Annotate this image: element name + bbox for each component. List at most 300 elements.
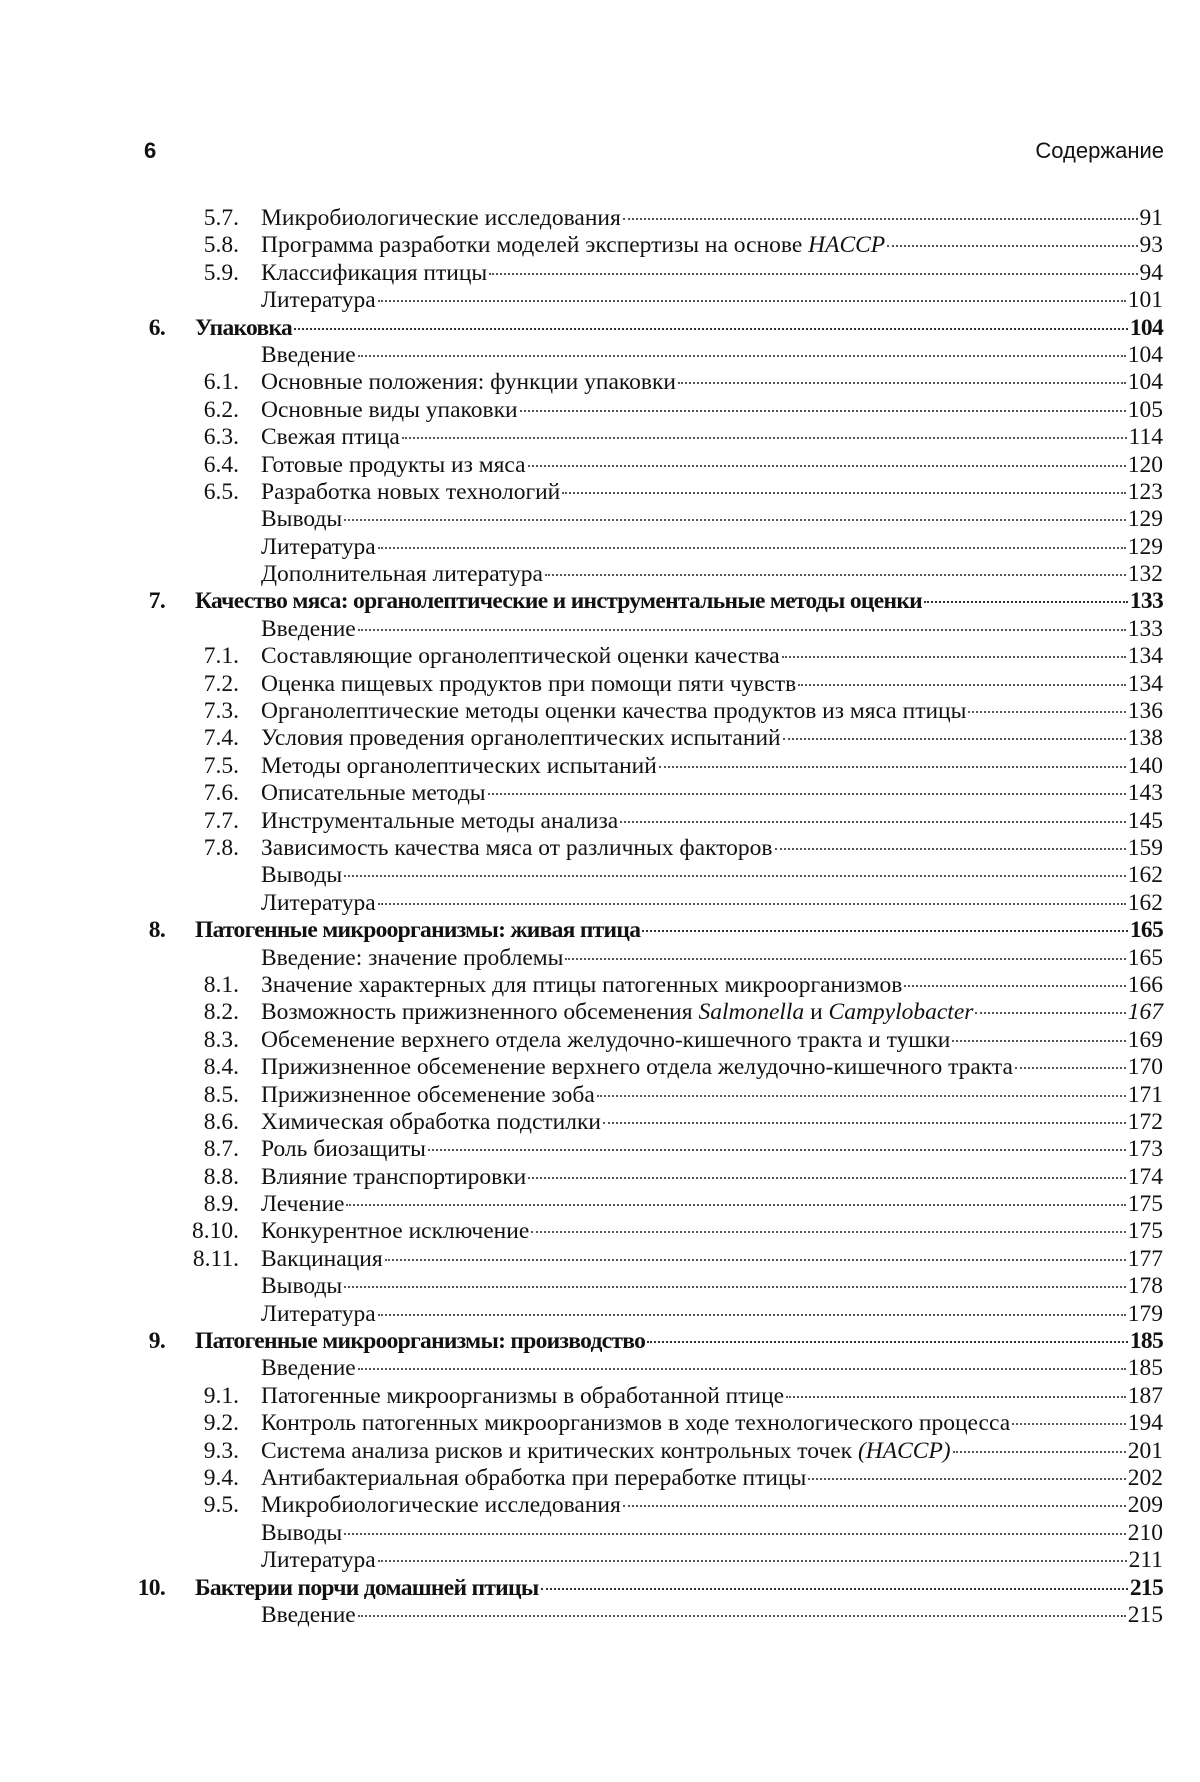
toc-entry <box>261 753 1163 780</box>
toc-entry-row <box>0 1355 1200 1382</box>
toc-entry-row <box>0 1164 1200 1191</box>
toc-entry <box>261 725 1163 752</box>
toc-entry-title <box>261 945 563 972</box>
toc-chapter-row <box>0 1575 1200 1602</box>
toc-entry-title <box>261 671 796 698</box>
toc-entry-title <box>261 1246 383 1273</box>
toc-title-text: Выводы <box>261 1519 343 1546</box>
dot-leader <box>775 846 1126 850</box>
dot-leader <box>488 791 1126 795</box>
toc-page-number: 143 <box>1127 780 1163 807</box>
toc-entry-title <box>195 917 640 944</box>
toc-entry <box>261 862 1163 889</box>
dot-leader <box>358 627 1126 631</box>
toc-entry-title <box>261 999 973 1026</box>
toc-title-text: Органолептические методы оценки качества продуктов из мяса птицы <box>261 698 967 725</box>
toc-entry-row <box>0 1438 1200 1465</box>
toc-page-number: 134 <box>1127 643 1163 670</box>
toc-entry-row <box>0 1547 1200 1574</box>
toc-entry-title <box>261 561 543 588</box>
toc-page-number: 173 <box>1127 1136 1163 1163</box>
toc-title-text: Условия проведения органолептических испытаний <box>261 725 781 752</box>
toc-entry-row <box>0 643 1200 670</box>
toc-entry-number: 7.6. <box>203 780 239 807</box>
toc-entry-title <box>261 369 676 396</box>
toc-title-text: Введение <box>261 615 356 642</box>
toc-title-text: Возможность прижизненного обсеменения <box>261 999 699 1026</box>
toc-entry <box>261 1027 1163 1054</box>
toc-title-text: Патогенные микроорганизмы: живая птица <box>195 917 641 944</box>
toc-entry <box>261 999 1163 1026</box>
dot-leader <box>968 709 1125 713</box>
toc-title-text: Введение <box>261 341 356 368</box>
toc-entry-title <box>261 643 780 670</box>
toc-entry <box>261 287 1163 314</box>
toc-entry-row <box>0 452 1200 479</box>
dot-leader <box>953 1449 1126 1453</box>
dot-leader <box>678 380 1126 384</box>
toc-entry <box>261 808 1163 835</box>
toc-entry-row <box>0 260 1200 287</box>
toc-entry-row <box>0 534 1200 561</box>
toc-page-number: 187 <box>1127 1382 1163 1409</box>
table-of-contents <box>0 205 1200 1629</box>
toc-entry-row <box>0 753 1200 780</box>
dot-leader <box>647 1339 1128 1343</box>
toc-page-number: 165 <box>1127 944 1163 971</box>
toc-page-number: 134 <box>1127 670 1163 697</box>
toc-page-number: 129 <box>1127 533 1163 560</box>
toc-entry-number: 7.5. <box>203 752 239 779</box>
toc-entry-title <box>261 808 618 835</box>
toc-page-number: 215 <box>1129 1574 1163 1601</box>
toc-page-number: 133 <box>1129 588 1163 615</box>
toc-entry <box>261 1465 1163 1492</box>
toc-entry-row <box>0 1465 1200 1492</box>
toc-entry <box>261 1246 1163 1273</box>
toc-entry <box>261 205 1163 232</box>
toc-entry-title <box>261 1054 1013 1081</box>
toc-chapter-row <box>0 917 1200 944</box>
toc-entry <box>261 424 1163 451</box>
toc-entry-title <box>261 616 356 643</box>
toc-entry-title <box>261 506 342 533</box>
toc-entry-number: 7.3. <box>203 698 239 725</box>
toc-entry <box>261 972 1163 999</box>
toc-entry <box>261 835 1163 862</box>
toc-entry-title <box>261 1218 529 1245</box>
dot-leader <box>378 1312 1126 1316</box>
toc-title-text: Химическая обработка подстилки <box>261 1108 601 1135</box>
toc-page-number: 172 <box>1127 1108 1163 1135</box>
toc-page-number: 162 <box>1127 889 1163 916</box>
toc-entry-title <box>261 972 902 999</box>
toc-title-text: Основные положения: функции упаковки <box>261 369 676 396</box>
toc-title-text: Бактерии порчи домашней птицы <box>195 1574 539 1601</box>
dot-leader <box>344 1531 1126 1535</box>
toc-title-text: Значение характерных для птицы патогенных микроорганизмов <box>261 971 903 998</box>
toc-title-text: Прижизненное обсеменение верхнего отдела желудочно-кишечного тракта <box>261 1054 1013 1081</box>
toc-entry-number: 9.4. <box>203 1464 239 1491</box>
dot-leader <box>541 1586 1128 1590</box>
dot-leader <box>520 408 1126 412</box>
toc-entry <box>261 260 1163 287</box>
toc-page-number: 133 <box>1127 615 1163 642</box>
toc-entry-title <box>261 1492 621 1519</box>
toc-page-number: 211 <box>1128 1547 1163 1574</box>
toc-page-number: 159 <box>1127 834 1163 861</box>
toc-entry-number: 8.11. <box>192 1245 239 1272</box>
toc-page-number: 94 <box>1139 259 1163 286</box>
toc-entry <box>261 1492 1163 1519</box>
dot-leader <box>623 1503 1126 1507</box>
toc-entry-row <box>0 1273 1200 1300</box>
toc-entry-title <box>261 725 781 752</box>
dot-leader <box>531 1229 1125 1233</box>
toc-page-number: 93 <box>1139 232 1163 259</box>
toc-entry-number: 5.9. <box>203 259 239 286</box>
toc-entry <box>261 1164 1163 1191</box>
toc-title-text: (HACCP) <box>857 1437 951 1464</box>
toc-entry <box>261 452 1163 479</box>
toc-page-number: 215 <box>1127 1601 1163 1628</box>
toc-title-text: Антибактериальная обработка при переработке птицы <box>261 1464 807 1491</box>
toc-entry-title <box>261 1082 595 1109</box>
toc-entry-number: 10. <box>137 1574 165 1601</box>
toc-entry <box>261 1438 1163 1465</box>
toc-title-text: Качество мяса: органолептические и инструментальные методы оценки <box>195 588 922 615</box>
toc-entry-number: 7.8. <box>203 834 239 861</box>
toc-title-text: Конкурентное исключение <box>261 1218 530 1245</box>
toc-entry-row <box>0 999 1200 1026</box>
toc-page-number: 174 <box>1127 1163 1163 1190</box>
toc-title-text: Программа разработки моделей экспертизы на основе <box>261 232 809 259</box>
toc-entry <box>261 1136 1163 1163</box>
toc-entry-title <box>261 534 376 561</box>
dot-leader <box>528 1175 1126 1179</box>
toc-entry-title <box>261 1191 344 1218</box>
page-header <box>144 138 1164 168</box>
dot-leader <box>565 956 1125 960</box>
toc-page-number: 194 <box>1127 1410 1163 1437</box>
toc-page-number: 91 <box>1139 205 1163 231</box>
toc-entry-row <box>0 1218 1200 1245</box>
toc-entry-title <box>261 780 486 807</box>
toc-entry-number: 7.1. <box>203 643 239 670</box>
dot-leader <box>528 463 1126 467</box>
toc-entry-number: 7. <box>148 588 165 615</box>
dot-leader <box>385 1257 1126 1261</box>
dot-leader <box>489 271 1137 275</box>
toc-entry <box>261 1383 1163 1410</box>
toc-entry-row <box>0 397 1200 424</box>
toc-title-text: Разработка новых технологий <box>261 478 561 505</box>
dot-leader <box>1015 1065 1126 1069</box>
toc-entry-row <box>0 808 1200 835</box>
toc-entry-title <box>261 397 518 424</box>
toc-entry <box>261 1082 1163 1109</box>
toc-entry-row <box>0 1520 1200 1547</box>
toc-entry-row <box>0 862 1200 889</box>
toc-page-number: 114 <box>1128 424 1163 451</box>
toc-page-number: 132 <box>1127 561 1163 588</box>
dot-leader <box>358 353 1126 357</box>
toc-entry-number: 8.6. <box>203 1108 239 1135</box>
toc-page-number: 136 <box>1127 698 1163 725</box>
toc-entry <box>261 397 1163 424</box>
toc-entry-row <box>0 1492 1200 1519</box>
dot-leader <box>346 1202 1125 1206</box>
toc-title-text: Патогенные микроорганизмы: производство <box>195 1328 646 1355</box>
dot-leader <box>402 435 1127 439</box>
toc-entry <box>261 1191 1163 1218</box>
dot-leader <box>887 243 1137 247</box>
dot-leader <box>378 298 1126 302</box>
toc-page-number: 162 <box>1127 862 1163 889</box>
toc-entry-row <box>0 232 1200 259</box>
toc-entry <box>261 1218 1163 1245</box>
dot-leader <box>378 1558 1127 1562</box>
toc-title-text: Введение <box>261 1601 356 1628</box>
toc-entry <box>261 534 1163 561</box>
toc-page-number: 165 <box>1129 917 1163 944</box>
toc-entry-row <box>0 1246 1200 1273</box>
toc-page-number: 123 <box>1127 478 1163 505</box>
toc-title-text: Обсеменение верхнего отдела желудочно-кишечного тракта и тушки <box>261 1026 951 1053</box>
toc-entry-number: 6.2. <box>203 396 239 423</box>
dot-leader <box>378 901 1126 905</box>
toc-entry-title <box>261 890 376 917</box>
toc-title-text: Контроль патогенных микроорганизмов в ходе технологического процесса <box>261 1410 1011 1437</box>
toc-page-number: 177 <box>1127 1245 1163 1272</box>
toc-page-number: 175 <box>1127 1218 1163 1245</box>
toc-entry-row <box>0 725 1200 752</box>
toc-page-number: 178 <box>1127 1273 1163 1300</box>
toc-page-number: 171 <box>1127 1081 1163 1108</box>
dot-leader <box>623 216 1138 220</box>
dot-leader <box>952 1038 1125 1042</box>
toc-title-text: Выводы <box>261 862 343 889</box>
toc-page-number: 185 <box>1129 1328 1163 1355</box>
toc-entry-number: 9.5. <box>203 1492 239 1519</box>
toc-entry-title <box>261 1355 356 1382</box>
toc-page-number: 166 <box>1127 971 1163 998</box>
dot-leader <box>808 1476 1125 1480</box>
toc-entry-number: 8.4. <box>203 1054 239 1081</box>
toc-entry-row <box>0 1054 1200 1081</box>
toc-title-text: Campylobacter <box>828 999 974 1026</box>
toc-page-number: 105 <box>1127 396 1163 423</box>
toc-title-text: Литература <box>261 889 376 916</box>
toc-title-text: Описательные методы <box>261 780 486 807</box>
toc-entry-row <box>0 780 1200 807</box>
toc-entry-title <box>261 1027 950 1054</box>
toc-page-number: 202 <box>1127 1464 1163 1491</box>
toc-entry-title <box>261 479 560 506</box>
toc-entry-number: 9. <box>148 1328 165 1355</box>
toc-page-number: 104 <box>1129 314 1163 341</box>
toc-title-text: Прижизненное обсеменение зоба <box>261 1081 595 1108</box>
toc-title-text: Методы органолептических испытаний <box>261 752 657 779</box>
toc-entry <box>261 890 1163 917</box>
toc-entry-row <box>0 369 1200 396</box>
toc-entry-row <box>0 616 1200 643</box>
toc-entry-row <box>0 1136 1200 1163</box>
toc-entry <box>261 561 1163 588</box>
toc-entry-row <box>0 698 1200 725</box>
toc-entry-number: 7.7. <box>203 807 239 834</box>
toc-entry <box>261 1273 1163 1300</box>
toc-entry-number: 8.8. <box>203 1163 239 1190</box>
toc-entry <box>261 369 1163 396</box>
toc-title-text: Salmonella <box>698 999 805 1026</box>
toc-entry-row <box>0 1191 1200 1218</box>
toc-entry-number: 8.3. <box>203 1026 239 1053</box>
toc-title-text: Лечение <box>261 1191 345 1218</box>
toc-title-text: Инструментальные методы анализа <box>261 807 619 834</box>
toc-title-text: Основные виды упаковки <box>261 396 518 423</box>
toc-entry-title <box>261 1547 376 1574</box>
toc-entry-number: 7.2. <box>203 670 239 697</box>
toc-entry <box>195 917 1163 944</box>
toc-chapter-row <box>0 588 1200 615</box>
toc-title-text: Микробиологические исследования <box>261 205 621 231</box>
toc-entry-title <box>195 315 292 342</box>
toc-entry-title <box>261 753 657 780</box>
toc-entry-row <box>0 1109 1200 1136</box>
toc-entry <box>195 1328 1163 1355</box>
toc-title-text: Классификация птицы <box>261 259 488 286</box>
toc-entry-row <box>0 972 1200 999</box>
toc-entry-number: 8.10. <box>192 1218 239 1245</box>
toc-page-number: 185 <box>1127 1355 1163 1382</box>
toc-page-number: 169 <box>1127 1026 1163 1053</box>
toc-entry-title <box>261 1301 376 1328</box>
toc-entry-title <box>261 1410 1010 1437</box>
toc-page-number: 129 <box>1127 506 1163 533</box>
toc-entry-row <box>0 835 1200 862</box>
toc-entry-row <box>0 424 1200 451</box>
toc-entry-title <box>261 424 400 451</box>
toc-entry-number: 7.4. <box>203 725 239 752</box>
toc-entry-row <box>0 561 1200 588</box>
toc-entry <box>261 1520 1163 1547</box>
toc-entry-row <box>0 1383 1200 1410</box>
toc-page-number: 104 <box>1127 369 1163 396</box>
toc-entry-number: 8.5. <box>203 1081 239 1108</box>
toc-entry-title <box>261 862 342 889</box>
toc-entry <box>261 1410 1163 1437</box>
dot-leader <box>428 1147 1126 1151</box>
toc-entry-number: 5.8. <box>203 232 239 259</box>
toc-page-number: 209 <box>1127 1492 1163 1519</box>
toc-entry-title <box>261 1136 426 1163</box>
toc-title-text: Литература <box>261 1547 376 1574</box>
dot-leader <box>642 928 1128 932</box>
dot-leader <box>975 1010 1125 1014</box>
toc-entry <box>261 506 1163 533</box>
toc-entry-number: 8.2. <box>203 999 239 1026</box>
toc-entry-row <box>0 205 1200 232</box>
dot-leader <box>597 1093 1126 1097</box>
dot-leader <box>344 517 1126 521</box>
toc-entry-title <box>261 1273 342 1300</box>
toc-entry-title <box>261 232 885 259</box>
toc-entry-title <box>261 452 526 479</box>
toc-title-text: Литература <box>261 1300 376 1327</box>
toc-title-text: Упаковка <box>195 314 293 341</box>
dot-leader <box>924 599 1128 603</box>
toc-title-text: Микробиологические исследования <box>261 1492 621 1519</box>
toc-entry-title <box>261 1520 342 1547</box>
toc-title-text: Выводы <box>261 506 343 533</box>
toc-entry <box>261 232 1163 259</box>
toc-entry-number: 6.1. <box>203 369 239 396</box>
toc-page-number: 101 <box>1127 287 1163 314</box>
toc-entry-number: 6.4. <box>203 451 239 478</box>
toc-title-text: Зависимость качества мяса от различных факторов <box>261 834 773 861</box>
toc-chapter-row <box>0 1328 1200 1355</box>
toc-entry-title <box>261 1602 356 1629</box>
toc-page-number: 201 <box>1127 1437 1163 1464</box>
toc-entry-title <box>261 1465 806 1492</box>
toc-entry-title <box>261 260 487 287</box>
dot-leader <box>358 1613 1126 1617</box>
dot-leader <box>294 326 1128 330</box>
dot-leader <box>904 983 1125 987</box>
toc-entry <box>261 342 1163 369</box>
toc-entry <box>195 315 1163 342</box>
toc-page-number: 104 <box>1127 341 1163 368</box>
toc-entry <box>261 643 1163 670</box>
toc-entry-title <box>261 1164 526 1191</box>
page-number: 6 <box>144 138 157 163</box>
dot-leader <box>1012 1421 1126 1425</box>
toc-entry <box>261 671 1163 698</box>
running-title: Содержание <box>1035 138 1164 163</box>
toc-page-number: 170 <box>1127 1054 1163 1081</box>
toc-title-text: Введение <box>261 1355 356 1382</box>
dot-leader <box>545 572 1126 576</box>
toc-entry-row <box>0 342 1200 369</box>
toc-title-text: Введение: значение проблемы <box>261 944 564 971</box>
toc-entry <box>261 698 1163 725</box>
toc-entry <box>261 945 1163 972</box>
toc-page-number: 167 <box>1127 999 1163 1026</box>
toc-page-number: 120 <box>1127 451 1163 478</box>
dot-leader <box>659 764 1126 768</box>
toc-entry <box>261 1355 1163 1382</box>
toc-entry-title <box>261 287 376 314</box>
toc-entry-title <box>195 1328 645 1355</box>
toc-entry-row <box>0 479 1200 506</box>
toc-entry-number: 8.9. <box>203 1191 239 1218</box>
toc-page-number: 145 <box>1127 807 1163 834</box>
toc-page-number: 179 <box>1127 1300 1163 1327</box>
toc-entry-title <box>195 588 922 615</box>
toc-entry-row <box>0 671 1200 698</box>
toc-title-text: Свежая птица <box>261 424 400 451</box>
toc-title-text: Выводы <box>261 1273 343 1300</box>
dot-leader <box>344 1284 1126 1288</box>
toc-entry-number: 8.7. <box>203 1136 239 1163</box>
dot-leader <box>798 682 1125 686</box>
toc-page-number: 138 <box>1127 725 1163 752</box>
toc-entry <box>195 1575 1163 1602</box>
toc-entry-number: 6.3. <box>203 424 239 451</box>
toc-entry-row <box>0 1301 1200 1328</box>
dot-leader <box>782 654 1126 658</box>
